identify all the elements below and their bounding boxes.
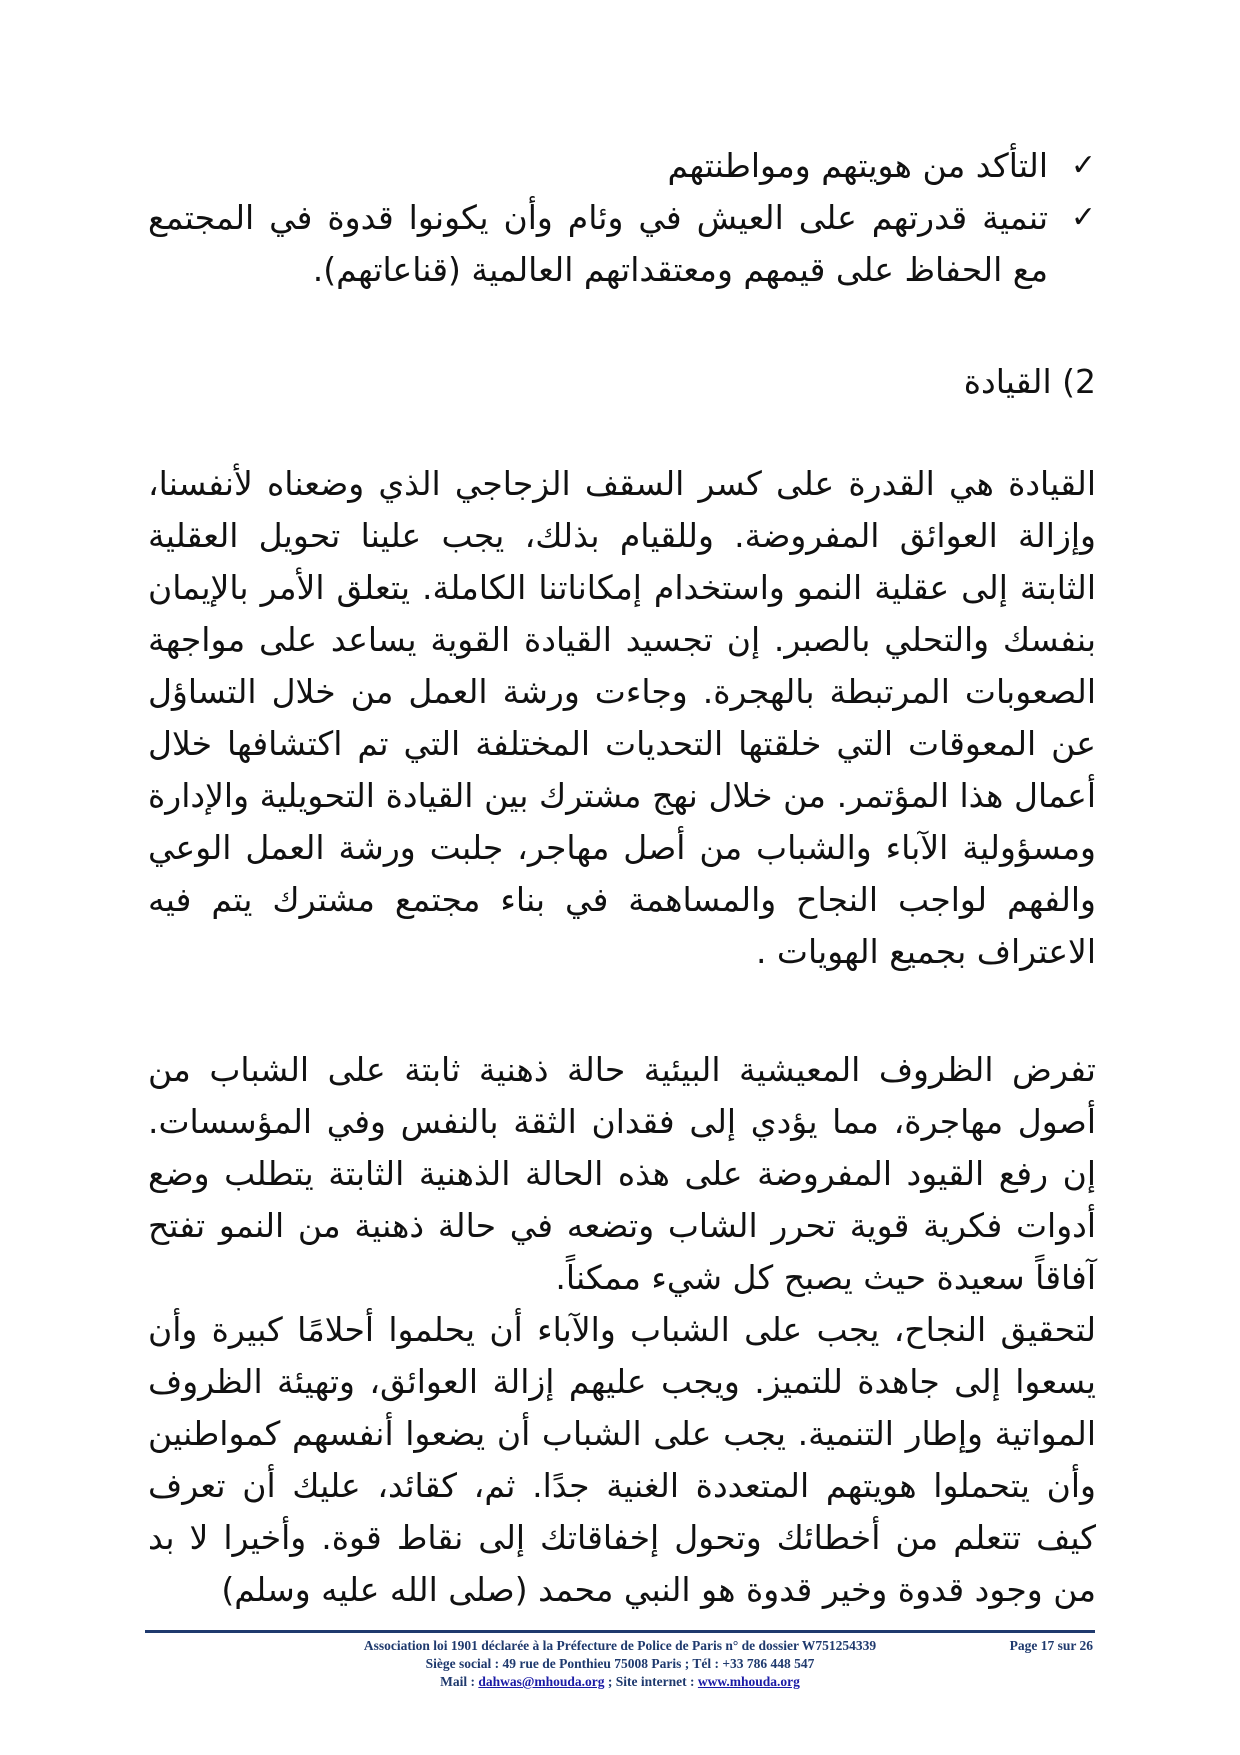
page-footer (145, 1630, 1095, 1691)
footer-website-link[interactable]: www.mhouda.org (697, 1674, 800, 1689)
footer-contact (145, 1673, 1095, 1691)
footer-email-link[interactable]: dahwas@mhouda.org (478, 1674, 605, 1689)
footer-mail-label: Mail : (440, 1674, 475, 1689)
checkmark-icon: ✓ (1070, 200, 1096, 235)
page-label: Page (1009, 1638, 1038, 1653)
paragraph: القيادة هي القدرة على كسر السقف الزجاجي الذي وضعناه لأنفسنا، وإزالة العوائق المفروضة. وللقيام بذلك، يجب علينا تحويل العقلية الثابتة إلى عقلية النمو واستخدام إمكاناتنا الكاملة. يتعلق الأمر بالإيمان بنفسك والتحلي بالصبر. إن تجسيد القيادة القوية يساعد على مواجهة الصعوبات المرتبطة بالهجرة. وجاءت ورشة العمل من خلال التساؤل عن المعوقات التي خلقتها التحديات المختلفة التي تم اكتشافها خلال أعمال هذا المؤتمر. من خلال نهج مشترك بين القيادة التحويلية والإدارة ومسؤولية الآباء والشباب من أصل مهاجر، جلبت ورشة العمل الوعي والفهم لواجب النجاح والمساهمة في بناء مجتمع مشترك يتم فيه الاعتراف بجميع الهويات . (148, 464, 1096, 971)
footer-site-label: ; Site internet : (607, 1674, 695, 1689)
page-number (1010, 1637, 1093, 1655)
footer-registration: Association loi 1901 déclarée à la Préfecture de Police de Paris n° de dossier W751254339 (363, 1638, 877, 1653)
page-content (148, 140, 1096, 1616)
footer-address: Siège social : 49 rue de Ponthieu 75008 Paris ; Tél : +33 786 448 547 (425, 1656, 815, 1671)
page-current: 17 (1040, 1638, 1055, 1653)
bullet-text: تنمية قدرتهم على العيش في وئام وأن يكونوا قدوة في المجتمع مع الحفاظ على قيمهم ومعتقداتهم العالمية (قناعاتهم). (148, 198, 1048, 289)
footer-info (145, 1633, 1095, 1691)
page-separator: sur (1057, 1638, 1077, 1653)
paragraph: لتحقيق النجاح، يجب على الشباب والآباء أن يحلموا أحلامًا كبيرة وأن يسعوا إلى جاهدة للتميز. ويجب عليهم إزالة العوائق، وتهيئة الظروف المواتية وإطار التنمية. يجب على الشباب أن يضعوا أنفسهم كمواطنين وأن يتحملوا هويتهم المتعددة الغنية جدًا. ثم، كقائد، عليك أن تعرف كيف تتعلم من أخطائك وتحول إخفاقاتك إلى نقاط قوة. وأخيرا لا بد من وجود قدوة وخير قدوة هو النبي محمد (صلى الله عليه وسلم) (148, 1310, 1096, 1609)
paragraph: تفرض الظروف المعيشية البيئية حالة ذهنية ثابتة على الشباب من أصول مهاجرة، مما يؤدي إلى فقدان الثقة بالنفس وفي المؤسسات. إن رفع القيود المفروضة على هذه الحالة الذهنية الثابتة يتطلب وضع أدوات فكرية قوية تحرر الشاب وتضعه في حالة ذهنية من النمو تفتح آفاقاً سعيدة حيث يصبح كل شيء ممكناً. (148, 1050, 1096, 1297)
bullet-text: التأكد من هويتهم ومواطنتهم (667, 146, 1048, 185)
bullet-list (148, 140, 1096, 296)
bullet-item (148, 140, 1096, 192)
bullet-item (148, 192, 1096, 296)
page-total: 26 (1079, 1638, 1093, 1653)
checkmark-icon: ✓ (1070, 148, 1096, 183)
section-heading: 2) القيادة (963, 362, 1096, 401)
